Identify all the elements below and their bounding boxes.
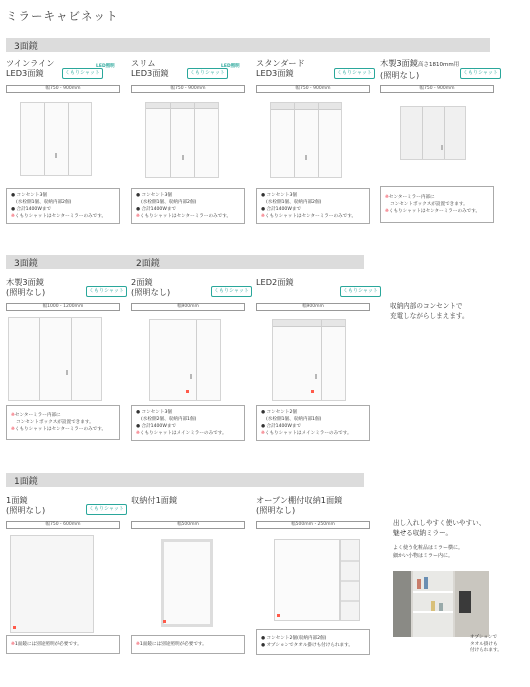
cabinet-image — [8, 317, 102, 401]
spec-box: ● コンセント2個 (水栓側1個、収納内部1個) ● 合計1400Wまで ※ くもりシャットはメインミラーのみです。 — [256, 405, 370, 441]
kumori-shut-badge: くもりシャット — [460, 68, 501, 79]
width-bar: 幅750・900mm — [6, 85, 120, 93]
towel-option-note: オプションで タオル掛けも 付けられます。 — [470, 635, 502, 653]
spec-box: ● コンセント2個(収納内部2個) ● オプションでタオル掛けも付けられます。 — [256, 629, 370, 655]
kumori-shut-badge: くもりシャット — [86, 504, 127, 515]
product-name-sub: (照明なし) — [6, 505, 46, 515]
spec-box: ※ 1面鏡には別途照明が必要です。 — [6, 635, 120, 654]
product-card-2mirror[interactable] — [131, 277, 249, 447]
width-bar: 幅750・600mm — [6, 521, 120, 529]
product-name: ツインライン — [6, 58, 55, 68]
kumori-shut-badge: くもりシャット — [187, 68, 228, 79]
open-shelf-image — [340, 539, 360, 621]
product-card-1mirror[interactable] — [6, 495, 124, 670]
spec-box: ※ センターミラー内部に コンセントボックスが設置できます。 ※ くもりシャットはセンターミラーのみです。 — [6, 405, 120, 440]
product-name: 木製3面鏡 — [6, 277, 44, 287]
product-name-sub: (照明なし) — [131, 287, 171, 297]
product-name-sub: LED3面鏡 — [131, 68, 169, 78]
spec-box: ● コンセント3個 (水栓側1個、収納内部2個) ● 合計1400Wまで ※ くもりシャットはセンターミラーのみです。 — [6, 188, 120, 224]
kumori-shut-badge: くもりシャット — [62, 68, 103, 79]
product-card-wooden-3mirror-wide[interactable] — [6, 277, 124, 447]
product-card-twinline[interactable] — [6, 58, 120, 238]
product-card-led-2mirror[interactable] — [256, 277, 378, 447]
led-badge: LED照明 — [221, 64, 240, 69]
product-card-standard[interactable] — [256, 58, 370, 238]
product-name: LED2面鏡 — [256, 277, 294, 287]
storage-photo — [393, 571, 489, 637]
kumori-shut-badge: くもりシャット — [334, 68, 375, 79]
product-name: スタンダード — [256, 58, 305, 68]
width-bar: 幅1000・1200mm — [6, 303, 120, 311]
product-card-open-shelf-1mirror[interactable] — [256, 495, 370, 670]
cabinet-image — [20, 102, 92, 176]
product-name-sub: (照明なし) — [6, 287, 46, 297]
product-name: 木製3面鏡高さ1810mm用 — [380, 58, 460, 68]
kumori-shut-badge: くもりシャット — [340, 286, 381, 297]
product-name-sub: (照明なし) — [380, 70, 420, 80]
product-name-sub: LED3面鏡 — [6, 68, 44, 78]
product-card-wooden-3mirror[interactable] — [380, 58, 498, 238]
product-name-sub: (照明なし) — [256, 505, 296, 515]
product-name: 2面鏡 — [131, 277, 153, 287]
cabinet-image — [270, 102, 342, 178]
cabinet-image — [145, 102, 219, 178]
spec-box: ● コンセント3個 (水栓側1個、収納内部2個) ● 合計1400Wまで ※ くもりシャットはセンターミラーのみです。 — [256, 188, 370, 224]
product-name-sub: LED3面鏡 — [256, 68, 294, 78]
width-bar: 幅900mm — [256, 303, 370, 311]
product-name: オープン棚付収納1面鏡 — [256, 495, 343, 505]
spec-box: ● コンセント3個 (水栓側2個、収納内部1個) ● 合計1400Wまで ※ くもりシャットはメインミラーのみです。 — [131, 405, 245, 441]
charging-note: 収納内部のコンセントで 充電しながらしまえます。 — [390, 302, 469, 320]
kumori-shut-badge: くもりシャット — [86, 286, 127, 297]
width-bar: 幅750・900mm — [256, 85, 370, 93]
led-badge: LED照明 — [96, 64, 115, 69]
cabinet-image — [149, 319, 221, 401]
spec-box: ※ 1面鏡には別途照明が必要です。 — [131, 635, 245, 654]
product-name: スリム — [131, 58, 156, 68]
spec-box: ● コンセント3個 (水栓側1個、収納内部2個) ● 合計1400Wまで ※ くもりシャットはセンターミラーのみです。 — [131, 188, 245, 224]
width-bar: 幅900mm — [131, 303, 245, 311]
width-bar: 幅750・900mm — [380, 85, 494, 93]
cabinet-image — [274, 539, 340, 621]
section-header-3mirror: 3面鏡 — [6, 38, 490, 52]
product-name: 1面鏡 — [6, 495, 28, 505]
width-bar: 幅500mm・250mm — [256, 521, 370, 529]
section-header-1mirror: 1面鏡 — [6, 473, 364, 487]
storage-mirror-headline: 出し入れしやすく使いやすい、 魅せる収納ミラー。 — [393, 519, 486, 537]
cabinet-image — [10, 535, 94, 633]
product-name: 収納付1面鏡 — [131, 495, 178, 505]
width-bar: 幅750・900mm — [131, 85, 245, 93]
product-card-storage-1mirror[interactable] — [131, 495, 245, 670]
cabinet-image — [161, 539, 213, 627]
cabinet-image — [400, 106, 466, 160]
product-card-slim[interactable] — [131, 58, 245, 238]
spec-box: ※ センターミラー内部に コンセントボックスが設置できます。 ※ くもりシャットはセンターミラーのみです。 — [380, 186, 494, 223]
page-title: ミラーキャビネット — [6, 9, 119, 23]
kumori-shut-badge: くもりシャット — [211, 286, 252, 297]
storage-mirror-subtext: よく使う化粧品はミラー横に。 細かい小物はミラー内に。 — [393, 545, 464, 559]
cabinet-image — [272, 319, 346, 401]
section-header-3mirror-2mirror: 3面鏡 2面鏡 — [6, 255, 364, 269]
width-bar: 幅500mm — [131, 521, 245, 529]
